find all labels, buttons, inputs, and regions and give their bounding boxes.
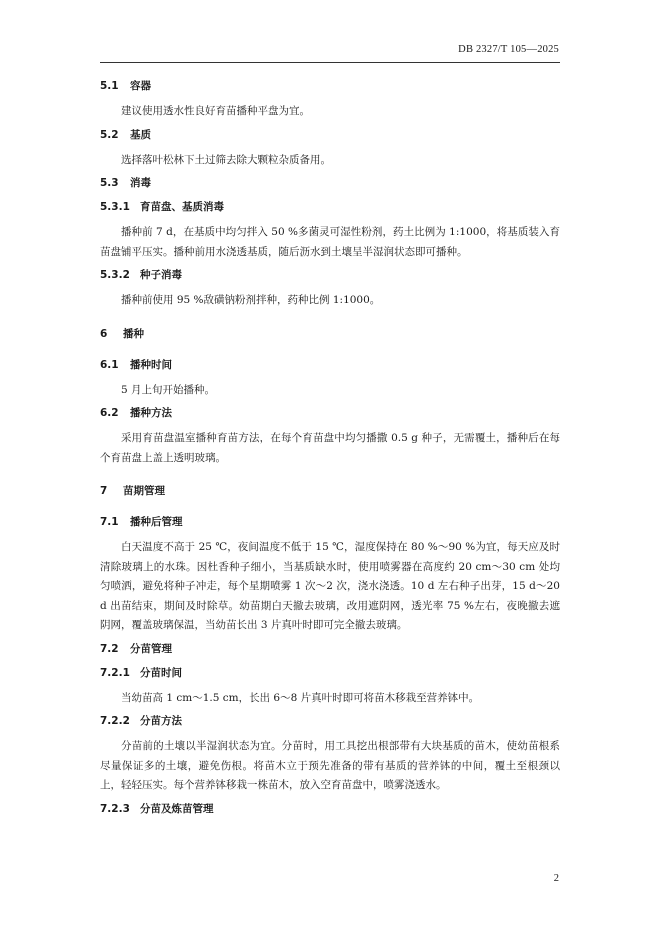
section-number: 5.3 bbox=[100, 177, 119, 189]
section-number: 5.3.1 bbox=[100, 201, 130, 213]
section-5-2-text: 选择落叶松林下土过筛去除大颗粒杂质备用。 bbox=[121, 153, 331, 166]
section-7-1-text: 白天温度不高于 25 ℃，夜间温度不低于 15 ℃，湿度保持在 80 %～90 %为宜，每天应及时清除玻璃上的水珠。因杜香种子细小，当基质缺水时，使用喷雾器在高度约 20 cm～30 cm 处均匀喷洒，避免将种子冲走，每个星期喷雾 1 次～2 次，浇水浇透。10 d 左右种子出芽，15 d～20 d 出苗结束，期间及时除草。幼苗期白天撤去玻璃，改用遮阴网，透光率 75 %左右，夜晚撤去遮阴网，覆盖玻璃保温，当幼苗长出 3 片真叶时即可完全撤去玻璃。 bbox=[100, 541, 560, 631]
section-number: 5.3.2 bbox=[100, 269, 130, 281]
section-5-3-heading bbox=[100, 175, 560, 191]
header-rule bbox=[100, 62, 560, 63]
section-number: 7.1 bbox=[100, 516, 119, 528]
section-5-1-text: 建议使用透水性良好育苗播种平盘为宜。 bbox=[121, 105, 310, 117]
section-7-2-2-text: 分苗前的土壤以半湿润状态为宜。分苗时，用工具挖出根部带有大块基质的苗木，使幼苗根系尽量保证多的土壤，避免伤根。将苗木立于预先准备的带有基质的营养钵的中间，覆土至根颈以上，轻轻压实。每个营养钵移栽一株苗木，放入空育苗盘中，喷雾浇透水。 bbox=[100, 740, 560, 791]
section-5-3-1-text: 播种前 7 d，在基质中均匀拌入 50 %多菌灵可湿性粉剂，药土比例为 1:1000，将基质装入育苗盘铺平压实。播种前用水浇透基质，随后沥水到土壤呈半湿润状态即可播种。 bbox=[100, 226, 560, 258]
section-title: 分苗方法 bbox=[140, 715, 182, 727]
section-5-3-2-text: 播种前使用 95 %敌磺钠粉剂拌种，药种比例 1:1000。 bbox=[121, 294, 381, 306]
section-title: 苗期管理 bbox=[123, 485, 165, 497]
section-7-2-1-text: 当幼苗高 1 cm～1.5 cm，长出 6～8 片真叶时即可将苗木移栽至营养钵中。 bbox=[121, 691, 480, 704]
section-5-3-1-heading bbox=[100, 199, 560, 215]
section-number: 5.2 bbox=[100, 128, 119, 141]
section-title: 种子消毒 bbox=[140, 269, 182, 281]
section-number: 6.2 bbox=[100, 407, 119, 419]
section-number: 7.2.1 bbox=[100, 666, 130, 679]
section-number: 5.1 bbox=[100, 80, 119, 92]
section-title: 播种 bbox=[123, 327, 144, 340]
section-5-2-heading bbox=[100, 127, 560, 143]
section-6-1-heading bbox=[100, 357, 560, 373]
document-body bbox=[100, 78, 560, 825]
section-number: 6 bbox=[100, 327, 108, 340]
page-number: 2 bbox=[553, 873, 559, 884]
section-5-1-heading bbox=[100, 78, 560, 94]
section-7-2-1-heading bbox=[100, 665, 560, 681]
section-7-2-3-heading bbox=[100, 801, 560, 817]
section-title: 基质 bbox=[130, 128, 151, 141]
section-number: 7.2.3 bbox=[100, 802, 130, 815]
section-title: 播种方法 bbox=[130, 407, 172, 419]
section-title: 播种后管理 bbox=[130, 516, 183, 528]
section-7-2-2-heading bbox=[100, 713, 560, 729]
section-5-3-2-heading bbox=[100, 267, 560, 283]
section-7-2-heading bbox=[100, 641, 560, 657]
section-6-2-heading bbox=[100, 405, 560, 421]
section-title: 分苗及炼苗管理 bbox=[140, 802, 214, 815]
document-code: DB 2327/T 105—2025 bbox=[458, 44, 559, 55]
section-6-heading bbox=[100, 326, 560, 342]
section-title: 育苗盘、基质消毒 bbox=[140, 201, 224, 213]
section-title: 消毒 bbox=[130, 177, 151, 189]
section-number: 7.2 bbox=[100, 642, 119, 655]
section-title: 容器 bbox=[130, 80, 151, 92]
section-6-1-text: 5 月上旬开始播种。 bbox=[121, 383, 216, 396]
section-title: 播种时间 bbox=[130, 358, 172, 371]
section-title: 分苗管理 bbox=[130, 642, 172, 655]
section-title: 分苗时间 bbox=[140, 666, 182, 679]
section-7-1-heading bbox=[100, 514, 560, 530]
section-7-heading bbox=[100, 483, 560, 499]
section-number: 7.2.2 bbox=[100, 715, 130, 727]
section-number: 6.1 bbox=[100, 358, 119, 371]
section-number: 7 bbox=[100, 485, 108, 497]
section-6-2-text: 采用育苗盘温室播种育苗方法，在每个育苗盘中均匀播撒 0.5 g 种子，无需覆土，播种后在每个育苗盘上盖上透明玻璃。 bbox=[100, 432, 560, 464]
